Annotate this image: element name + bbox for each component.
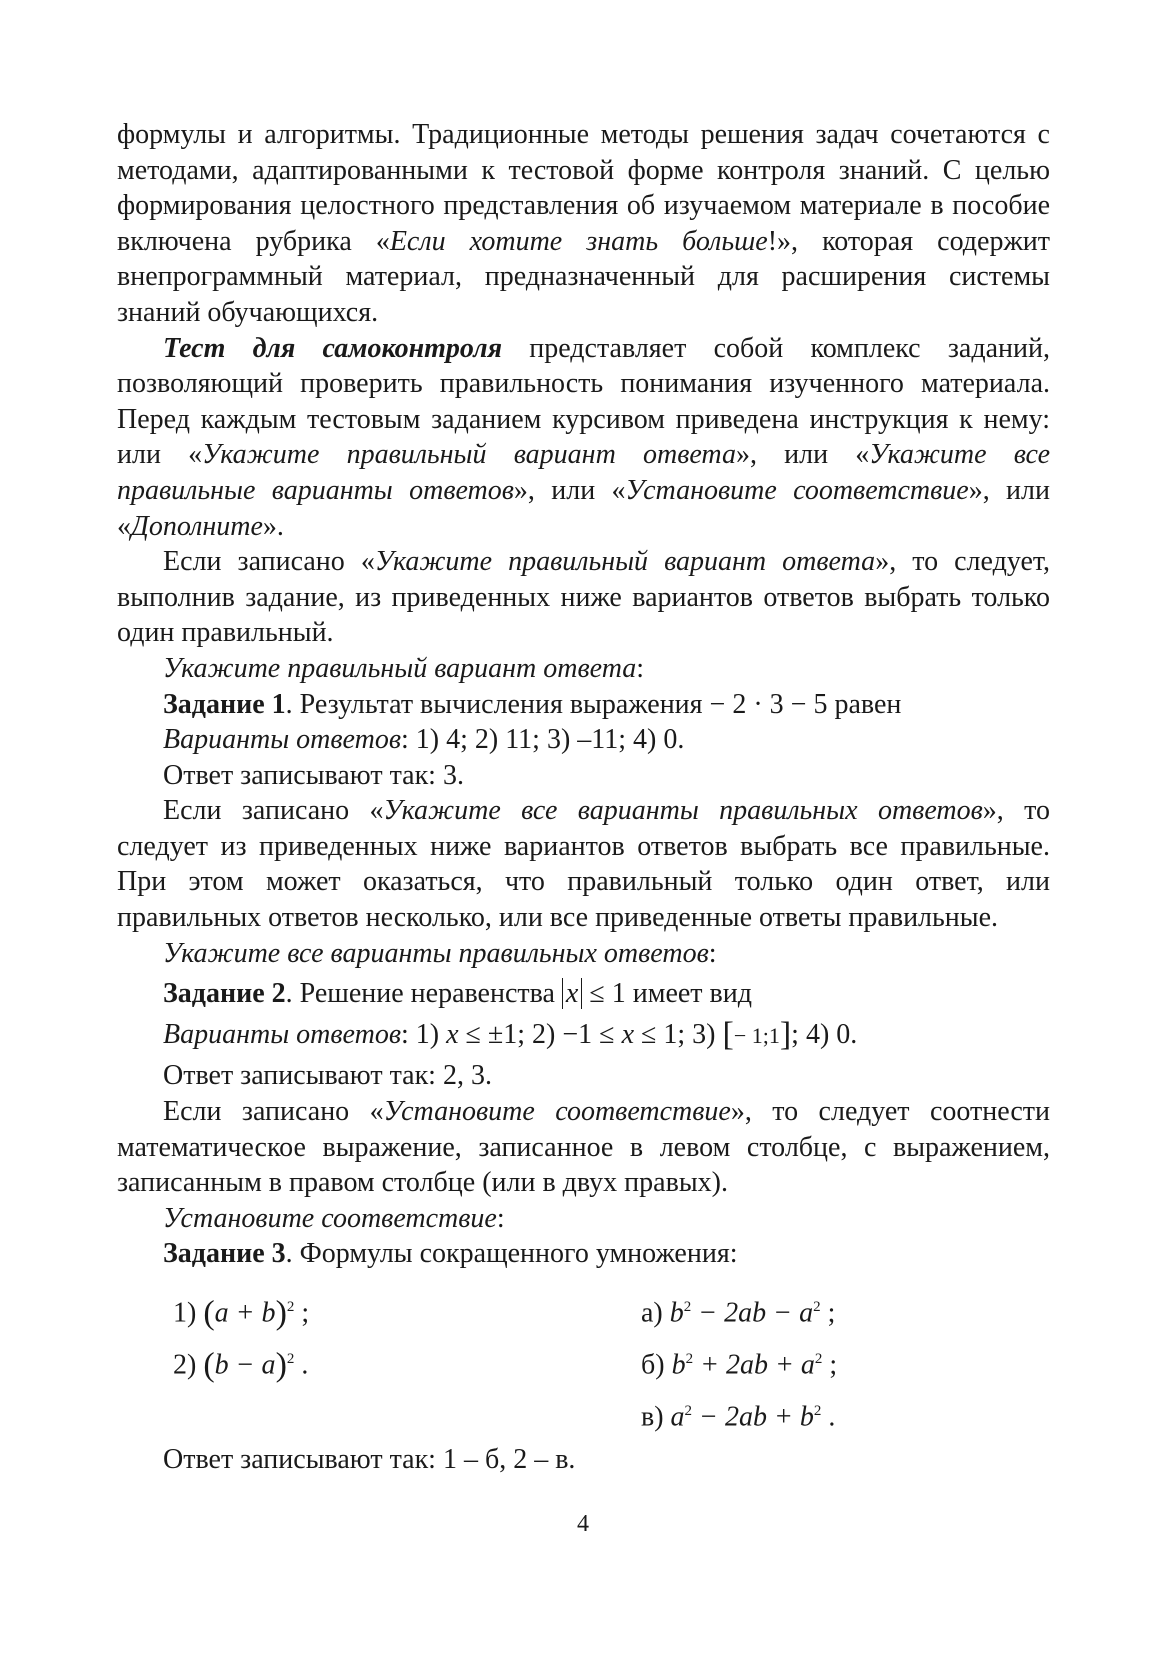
text-run: Ответ записывают так: 2, 3. xyxy=(163,1060,492,1092)
italic-instruction: Установите соответствие xyxy=(163,1202,497,1234)
math-expression: ≤ 1 xyxy=(634,1018,678,1050)
page-number: 4 xyxy=(577,1511,589,1537)
text-run: Если записано « xyxy=(163,546,375,578)
task1-variants xyxy=(117,722,1050,758)
text-run: . Формулы сокращенного умножения: xyxy=(285,1238,738,1270)
matching-row xyxy=(117,1388,1050,1440)
text-run: представляет собой комплекс заданий, позволяющий проверить правильность понимания изученного материала. Перед каждым тестовым заданием курсивом приведена инструкция к нему: или « xyxy=(117,332,1050,471)
task2-statement xyxy=(117,976,1050,1012)
task2-answer xyxy=(117,1058,1050,1094)
task-label: Задание 3 xyxy=(163,1238,286,1270)
italic-instruction: Укажите правильный вариант ответа xyxy=(202,439,736,471)
text-run: », или « xyxy=(117,474,1050,542)
task2-variants xyxy=(117,1017,1050,1054)
left-formula xyxy=(173,1290,309,1331)
italic-instruction: Установите соответствие xyxy=(625,474,969,506)
right-formula xyxy=(641,1394,835,1435)
text-run: : xyxy=(496,1202,505,1234)
italic-instruction: Укажите правильный вариант ответа xyxy=(374,546,876,578)
math-variable: b xyxy=(671,1349,686,1381)
task3-instruction xyxy=(117,1201,1050,1237)
task-label: Задание 2 xyxy=(163,978,286,1010)
italic-label: Варианты ответов xyxy=(163,1018,401,1050)
text-run: ; 4) 0. xyxy=(791,1018,858,1050)
exponent: 2 xyxy=(813,1403,822,1419)
italic-instruction: Дополните xyxy=(131,510,263,542)
exponent: 2 xyxy=(683,1299,692,1315)
text-run: Если записано « xyxy=(163,795,384,827)
text-run: формулы и алгоритмы. Традиционные методы решения задач сочетаются с методами, адаптированными к тестовой форме контроля знаний. С целью формирования целостного представления об изучаемом материале в пособие включена рубрика « xyxy=(117,119,1050,257)
bracket-close: ) xyxy=(275,1346,287,1384)
matching-row xyxy=(117,1284,1050,1336)
text-run: ; xyxy=(294,1297,310,1329)
text-run: », то следует соотнести математическое выражение, записанное в левом столбце, с выражением, записанным в правом столбце (или в двух правых). xyxy=(117,1096,1051,1199)
text-run: : 1) 4; 2) 11; 3) –11; 4) 0. xyxy=(401,724,685,756)
exponent: 2 xyxy=(814,1351,823,1367)
text-run: имеет вид xyxy=(625,978,752,1010)
math-variable: b xyxy=(799,1401,814,1433)
bracket-close: ) xyxy=(275,1294,287,1332)
text-run: : 1) xyxy=(401,1018,447,1050)
paragraph-self-test xyxy=(117,331,1050,545)
text-run: Если записано « xyxy=(163,1096,384,1128)
text-run: ; xyxy=(822,1349,838,1381)
right-formula xyxy=(641,1342,837,1383)
exponent: 2 xyxy=(286,1299,295,1315)
bold-italic-term: Тест для самоконтроля xyxy=(163,332,502,364)
math-variable: x xyxy=(446,1018,459,1050)
bracket-open: ( xyxy=(203,1294,215,1332)
text-run: », то следует, выполнив задание, из приведенных ниже вариантов ответов выбрать только один правильный. xyxy=(117,546,1051,649)
italic-instruction: Укажите все варианты правильных ответов xyxy=(383,795,983,827)
text-run: равен xyxy=(827,688,902,720)
text-run: . Результат вычисления выражения xyxy=(285,688,710,720)
exponent: 2 xyxy=(813,1299,821,1315)
task1-answer xyxy=(117,758,1050,794)
math-variable: a xyxy=(800,1349,815,1381)
text-run: Ответ записывают так: 1 – б, 2 – в. xyxy=(163,1444,576,1475)
text-run: ; 3) xyxy=(677,1018,723,1050)
left-formula xyxy=(173,1342,308,1383)
text-run: », или « xyxy=(513,474,626,506)
paragraph-single-answer xyxy=(117,544,1050,651)
text-run: . xyxy=(821,1401,836,1433)
math-expression: − 2ab − xyxy=(691,1297,800,1329)
item-letter: б) xyxy=(641,1349,672,1381)
text-run: ». xyxy=(262,510,284,542)
body-text xyxy=(117,117,1050,1478)
task-label: Задание 1 xyxy=(163,688,286,720)
italic-instruction: Установите соответствие xyxy=(383,1096,731,1128)
math-variable: x xyxy=(565,978,579,1010)
italic-instruction: Укажите все варианты правильных ответов xyxy=(163,937,709,969)
paragraph-multi-answer xyxy=(117,793,1050,935)
math-variable: x xyxy=(621,1018,634,1050)
task1-statement xyxy=(117,687,1050,723)
italic-instruction: Укажите правильный вариант ответа xyxy=(163,652,637,684)
text-run: », то следует из приведенных ниже вариантов ответов выбрать все правильные. При этом может оказаться, что правильный только один ответ, или правильных ответов несколько, или все приведенные ответы правильные. xyxy=(117,795,1050,934)
matching-row xyxy=(117,1336,1050,1388)
right-formula xyxy=(641,1290,835,1331)
math-variable: a xyxy=(670,1401,685,1433)
math-expression: a + b xyxy=(214,1297,276,1329)
math-variable: b xyxy=(669,1297,684,1329)
math-expression: − 1;1 xyxy=(733,1022,780,1048)
item-letter: а) xyxy=(641,1297,670,1329)
paragraph-intro xyxy=(117,117,1050,331)
text-run: . xyxy=(294,1349,309,1381)
text-run: : xyxy=(708,937,717,969)
bracket-open: ( xyxy=(203,1346,215,1384)
math-expression: + 2ab + xyxy=(693,1349,801,1381)
text-run: . Решение неравенства xyxy=(285,978,562,1010)
paragraph-matching xyxy=(117,1094,1050,1201)
math-expression: ≤ 1 xyxy=(582,978,626,1010)
text-run: Ответ записывают так: 3. xyxy=(163,759,464,791)
task2-instruction xyxy=(117,936,1050,972)
exponent: 2 xyxy=(685,1351,694,1367)
task3-answer xyxy=(117,1442,1050,1478)
absolute-value xyxy=(562,978,582,1009)
text-run: ; 2) xyxy=(517,1018,563,1050)
item-number: 1) xyxy=(173,1297,204,1329)
italic-rubric-name: Если хотите знать больше xyxy=(389,225,768,257)
math-variable: a xyxy=(799,1297,814,1329)
text-run: : xyxy=(636,652,645,684)
exponent: 2 xyxy=(286,1351,295,1367)
italic-label: Варианты ответов xyxy=(163,724,401,756)
text-run: ; xyxy=(820,1297,836,1329)
italic-instruction: Укажите все правильные варианты ответов xyxy=(117,439,1050,506)
math-expression: − 2ab + xyxy=(692,1401,800,1433)
text-run: !», которая содержит внепрограммный материал, предназначенный для расширения системы знаний обучающихся. xyxy=(117,225,1051,328)
bracket-open: [ xyxy=(722,1015,734,1053)
text-run: », или « xyxy=(735,439,870,471)
task1-instruction xyxy=(117,651,1050,687)
item-number: 2) xyxy=(173,1349,204,1381)
task3-statement xyxy=(117,1236,1050,1272)
math-expression: − 2 · 3 − 5 xyxy=(709,688,828,720)
math-expression: b − a xyxy=(214,1349,276,1381)
exponent: 2 xyxy=(684,1403,693,1419)
item-letter: в) xyxy=(641,1401,671,1433)
math-expression: −1 ≤ xyxy=(562,1018,622,1050)
math-expression: ≤ ±1 xyxy=(458,1018,518,1050)
bracket-close: ] xyxy=(779,1015,792,1053)
